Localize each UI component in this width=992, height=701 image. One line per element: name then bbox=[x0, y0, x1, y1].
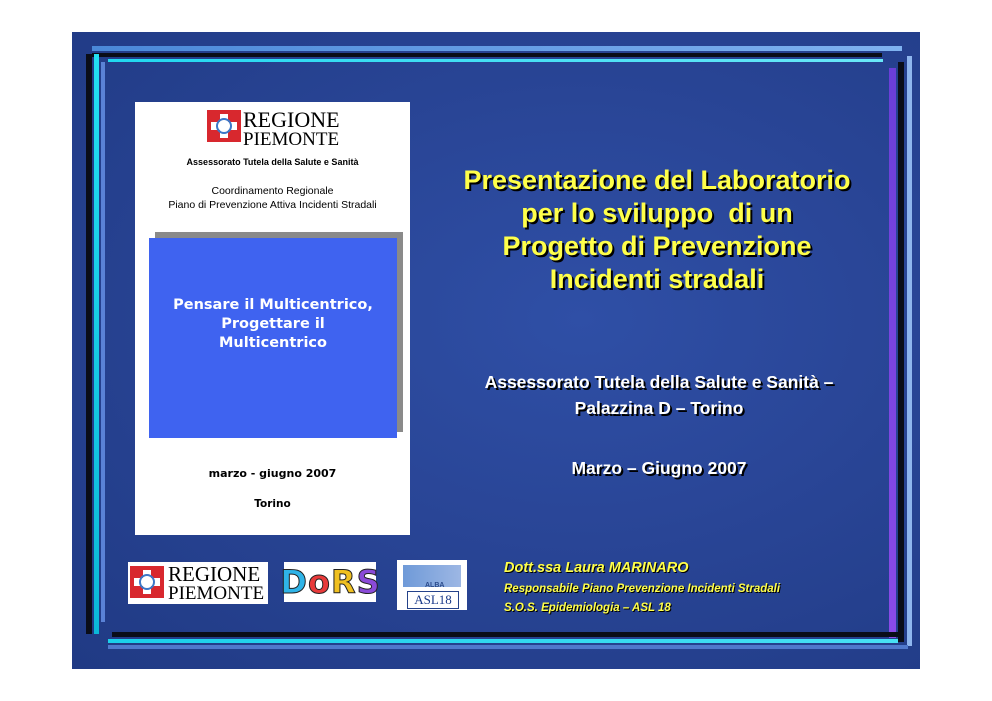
cover-assessorato: Assessorato Tutela della Salute e Sanità bbox=[186, 157, 359, 167]
event-dates: Marzo – Giugno 2007 bbox=[571, 458, 747, 478]
asl-small-label: ALBA bbox=[425, 582, 445, 589]
coord-line-2: Piano di Prevenzione Attiva Incidenti Stradali bbox=[168, 199, 377, 211]
frame-bar bbox=[112, 632, 902, 637]
frame-bar bbox=[86, 54, 92, 634]
title-line-2: per lo sviluppo di un bbox=[521, 198, 793, 228]
dors-letter: S bbox=[356, 563, 380, 601]
cover-city: Torino bbox=[254, 498, 291, 510]
box-line-1: Pensare il Multicentrico, bbox=[173, 297, 373, 313]
presentation-title bbox=[432, 164, 882, 296]
footer-logo-line-1: REGIONE bbox=[168, 562, 261, 586]
logo-line-1: REGIONE bbox=[243, 107, 340, 132]
asl-label: ASL18 bbox=[407, 591, 459, 609]
cover-coordinamento bbox=[135, 184, 410, 212]
logo-line-2: PIEMONTE bbox=[243, 129, 340, 150]
box-line-3: Multicentrico bbox=[219, 335, 327, 351]
author-unit: S.O.S. Epidemiologia – ASL 18 bbox=[504, 602, 671, 614]
regione-flag-icon bbox=[207, 110, 241, 142]
footer-logo-line-2: PIEMONTE bbox=[168, 583, 265, 604]
title-line-4: Incidenti stradali bbox=[549, 264, 765, 294]
cover-box-text bbox=[149, 296, 397, 353]
frame-bar bbox=[108, 639, 898, 643]
title-line-3: Progetto di Prevenzione bbox=[502, 231, 812, 261]
dors-logo bbox=[280, 562, 380, 602]
dors-letter: R bbox=[330, 563, 356, 601]
frame-bar bbox=[94, 54, 99, 634]
subtitle-line-1: Assessorato Tutela della Salute e Sanità – bbox=[484, 372, 834, 392]
frame-bar bbox=[101, 62, 105, 622]
brochure-cover bbox=[135, 102, 410, 535]
frame-bar bbox=[889, 68, 896, 638]
regione-piemonte-footer-logo bbox=[128, 562, 268, 604]
author-name: Dott.ssa Laura MARINARO bbox=[504, 560, 689, 576]
title-line-1: Presentazione del Laboratorio bbox=[463, 165, 851, 195]
frame-bar bbox=[898, 62, 904, 642]
slide bbox=[72, 32, 920, 669]
regione-flag-icon bbox=[130, 566, 164, 598]
frame-bar bbox=[92, 53, 882, 57]
frame-bar bbox=[92, 46, 902, 51]
coord-line-1: Coordinamento Regionale bbox=[211, 185, 334, 197]
frame-bar bbox=[907, 56, 912, 646]
frame-bar bbox=[108, 645, 908, 649]
dors-letter: o bbox=[307, 563, 330, 601]
frame-bar bbox=[108, 59, 883, 62]
subtitle-line-2: Palazzina D – Torino bbox=[574, 398, 744, 418]
asl18-logo bbox=[397, 560, 467, 610]
dors-letter: D bbox=[280, 563, 307, 601]
box-line-2: Progettare il bbox=[221, 316, 325, 332]
venue-subtitle bbox=[424, 369, 894, 421]
cover-date: marzo - giugno 2007 bbox=[208, 467, 337, 480]
author-role: Responsabile Piano Prevenzione Incidenti Stradali bbox=[504, 583, 781, 595]
cover-title-box bbox=[149, 238, 397, 438]
